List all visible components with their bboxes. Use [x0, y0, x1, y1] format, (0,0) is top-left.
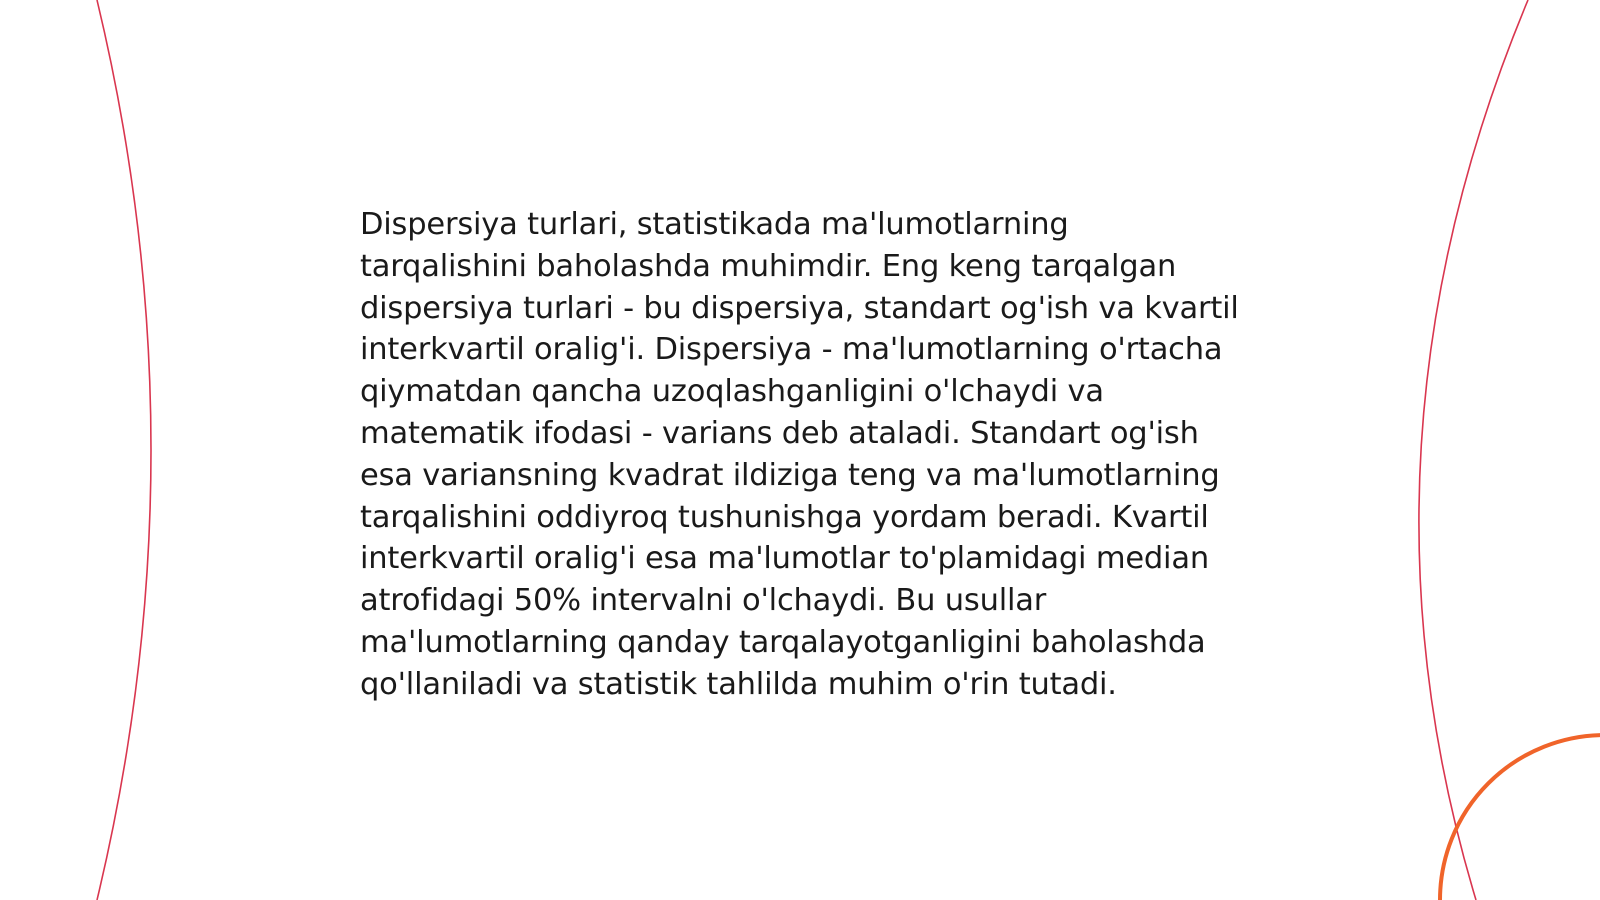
- corner-circle: [1440, 735, 1600, 900]
- body-paragraph: Dispersiya turlari, statistikada ma'lumotlarning tarqalishini baholashda muhimdir. Eng keng tarqalgan dispersiya turlari - bu dispersiya, standart og'ish va kvartil interkvartil oralig'i. Dispersiya - ma'lumotlarning o'rtacha qiymatdan qancha uzoqlashganligini o'lchaydi va matematik ifodasi - varians deb ataladi. Standart og'ish esa variansning kvadrat ildiziga teng va ma'lumotlarning tarqalishini oddiyroq tushunishga yordam beradi. Kvartil interkvartil oralig'i esa ma'lumotlar to'plamidagi median atrofidagi 50% intervalni o'lchaydi. Bu usullar ma'lumotlarning qanday tarqalayotganligini baholashda qo'llaniladi va statistik tahlilda muhim o'rin tutadi.: [360, 207, 1239, 702]
- left-arc: [97, 0, 151, 900]
